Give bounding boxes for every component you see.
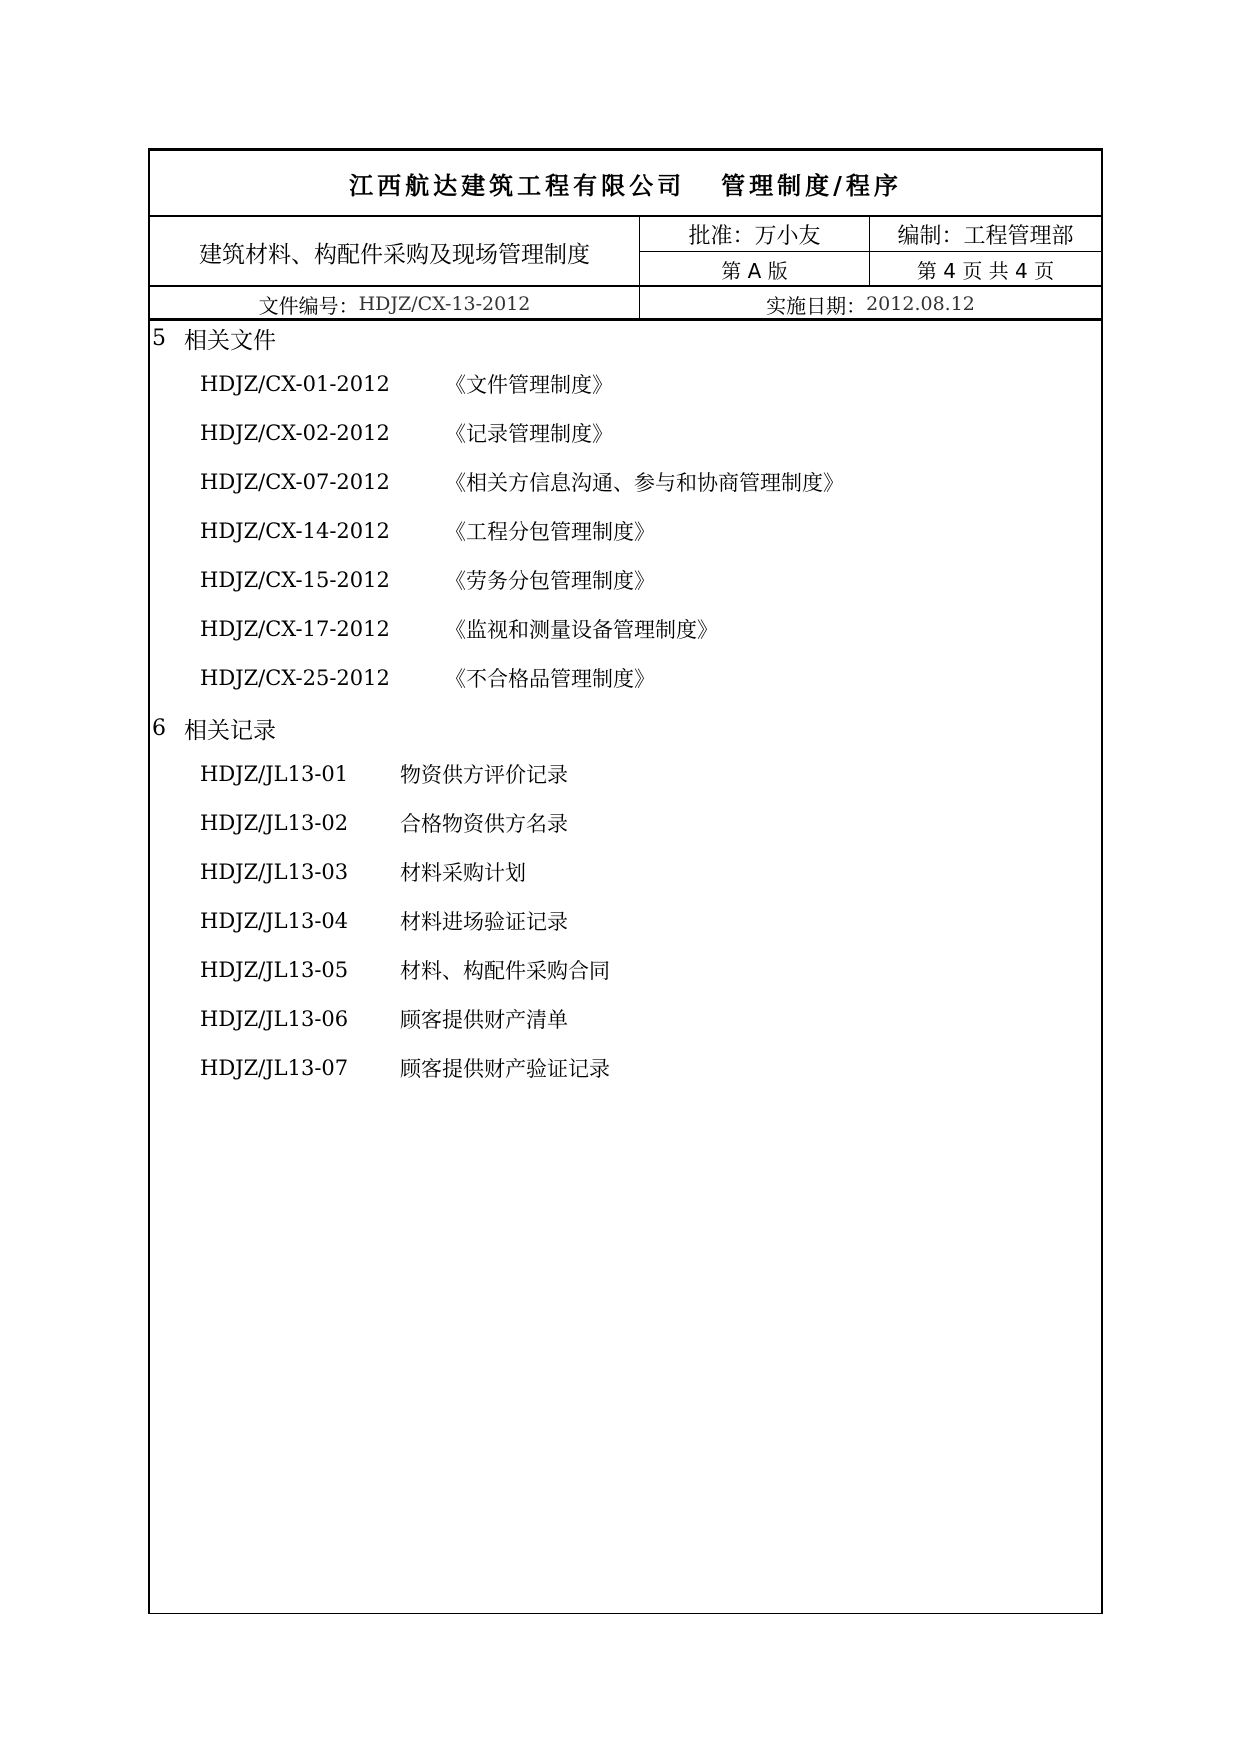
list-item	[200, 906, 568, 936]
record-code: HDJZ/JL13-07	[200, 1056, 349, 1080]
doc-number-label: 文件编号：	[258, 293, 359, 318]
page-cell: 第 4 页 共 4 页	[916, 259, 1055, 283]
doc-code: HDJZ/CX-01-2012	[200, 372, 390, 396]
approval-cell	[640, 217, 870, 252]
compiled-label: 编制：	[897, 223, 964, 249]
company-header	[150, 151, 1101, 217]
list-item	[200, 663, 655, 693]
section-heading-5	[150, 323, 276, 353]
version-cell: 第 A 版	[640, 252, 870, 287]
list-item	[200, 808, 568, 838]
compiled-cell	[870, 217, 1101, 252]
doc-name: 《相关方信息沟通、参与和协商管理制度》	[445, 471, 844, 495]
record-code: HDJZ/JL13-01	[200, 762, 349, 786]
record-name: 物资供方评价记录	[400, 763, 568, 787]
doc-name: 《文件管理制度》	[445, 373, 613, 397]
implementation-date-label: 实施日期：	[766, 293, 867, 318]
record-name: 材料、构配件采购合同	[400, 959, 610, 983]
document-frame	[148, 148, 1103, 1614]
document-title: 建筑材料、构配件采购及现场管理制度	[150, 217, 640, 287]
doc-code: HDJZ/CX-17-2012	[200, 617, 390, 641]
record-name: 顾客提供财产验证记录	[400, 1057, 610, 1081]
list-item	[200, 467, 844, 497]
list-item	[200, 614, 718, 644]
company-name: 江西航达建筑工程有限公司	[349, 170, 686, 200]
list-item	[200, 955, 610, 985]
compiled-value: 工程管理部	[963, 223, 1074, 249]
doc-code: HDJZ/CX-25-2012	[200, 666, 390, 690]
section-number: 5	[152, 325, 166, 351]
doc-name: 《记录管理制度》	[445, 422, 613, 446]
list-item	[200, 565, 655, 595]
record-code: HDJZ/JL13-04	[200, 909, 349, 933]
list-item	[200, 516, 655, 546]
meta-row	[150, 287, 1101, 321]
doc-name: 《劳务分包管理制度》	[445, 569, 655, 593]
list-item	[200, 1004, 568, 1034]
record-code: HDJZ/JL13-03	[200, 860, 349, 884]
approval-label: 批准：	[688, 223, 755, 249]
record-name: 材料采购计划	[400, 861, 526, 885]
section-number: 6	[152, 715, 166, 741]
record-code: HDJZ/JL13-06	[200, 1007, 349, 1031]
doc-code: HDJZ/CX-14-2012	[200, 519, 390, 543]
implementation-date-cell	[640, 287, 1101, 321]
doc-code: HDJZ/CX-15-2012	[200, 568, 390, 592]
list-item	[200, 369, 613, 399]
approval-value: 万小友	[754, 223, 821, 249]
doc-number-cell	[150, 287, 640, 321]
doc-name: 《工程分包管理制度》	[445, 520, 655, 544]
record-name: 顾客提供财产清单	[400, 1008, 568, 1032]
record-code: HDJZ/JL13-05	[200, 958, 349, 982]
list-item	[200, 759, 568, 789]
record-name: 材料进场验证记录	[400, 910, 568, 934]
doc-name: 《监视和测量设备管理制度》	[445, 618, 718, 642]
section-title: 相关文件	[184, 327, 276, 354]
implementation-date-value: 2012.08.12	[866, 293, 975, 315]
doc-number-value: HDJZ/CX-13-2012	[358, 293, 531, 315]
list-item	[200, 1053, 610, 1083]
list-item	[200, 418, 613, 448]
list-item	[200, 857, 526, 887]
doc-code: HDJZ/CX-02-2012	[200, 421, 390, 445]
section-title: 相关记录	[184, 717, 276, 744]
doc-type: 管理制度/程序	[721, 170, 902, 200]
section-heading-6	[150, 713, 276, 743]
doc-name: 《不合格品管理制度》	[445, 667, 655, 691]
title-row	[150, 217, 1101, 287]
record-name: 合格物资供方名录	[400, 812, 568, 836]
doc-code: HDJZ/CX-07-2012	[200, 470, 390, 494]
record-code: HDJZ/JL13-02	[200, 811, 349, 835]
